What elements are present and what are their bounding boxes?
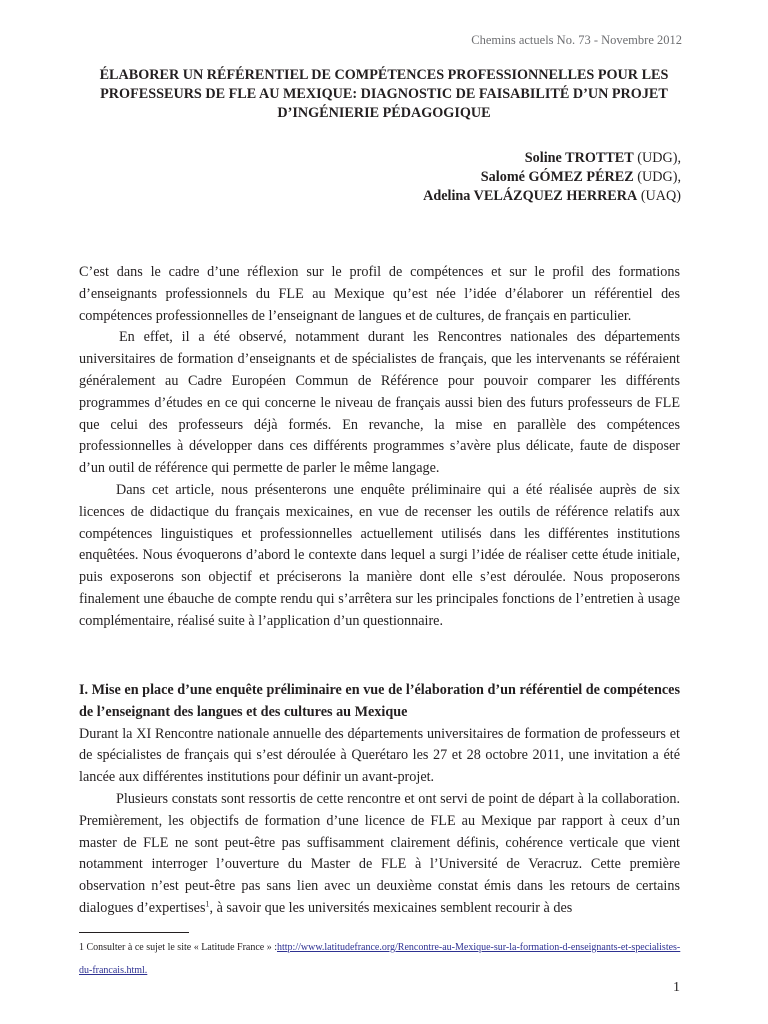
author-affiliation: (UDG), xyxy=(633,169,681,185)
author-name: Adelina VELÁZQUEZ HERRERA xyxy=(423,188,638,204)
section-paragraph: Durant la XI Rencontre nationale annuelle des départements universitaires de formation de professeurs et de spécialistes de français qui s’est déroulée à Querétaro les 27 et 28 octobre 2011, une invitation a été lancée aux différentes institutions pour définir un avant-projet. xyxy=(79,725,680,786)
page-number: 1 xyxy=(673,980,680,995)
footnote-marker[interactable]: 1 xyxy=(205,899,210,909)
intro-paragraph: C’est dans le cadre d’une réflexion sur le profil de compétences et sur le profil des formations d’enseignants professionnels du FLE au Mexique qu’est née l’idée d’élaborer un référentiel des compétences professionnelles de l’enseignant de langues et de cultures, de français en particulier. xyxy=(79,264,680,324)
introduction xyxy=(79,262,680,633)
paragraph-text: Plusieurs constats sont ressortis de cette rencontre et ont servi de point de départ à la collaboration. Premièrement, les objectifs de formation d’une licence de FLE au Mexique par rapport à ceux d’un master de FLE ne sont peut-être pas suffisamment clairement définis, cohérence verticale que vient notamment interroger l’ouverture du Master de FLE à l’Université de Veracruz. Cette première observation n’est peut-être pas sans lien avec un deuxième constat émis dans les retours de certains dialogues d’expertises xyxy=(79,790,680,916)
section-paragraph xyxy=(79,789,680,920)
paragraph-text: , à savoir que les universités mexicaines semblent recourir à des xyxy=(209,899,573,916)
running-head: Chemins actuels No. 73 - Novembre 2012 xyxy=(471,33,682,47)
author-line xyxy=(423,187,681,206)
intro-paragraph: Dans cet article, nous présenterons une enquête préliminaire qui a été réalisée auprès de six licences de didactique du français mexicaines, en vue de recenser les outils de référence relatifs aux compétences linguistiques et professionnelles actuellement utilisés dans les différentes institutions enquêtées. Nous évoquerons d’abord le contexte dans lequel a surgi l’idée de réaliser cette étude initiale, puis exposerons son objectif et préciserons la manière dont elle s’est déroulée. Nous proposerons finalement une ébauche de compte rendu qui s’arrêtera sur les principales fonctions de l’entretien à usage complémentaire, réalisé suite à l’application d’un questionnaire. xyxy=(79,481,680,629)
section-heading: I. Mise en place d’une enquête préliminaire en vue de l’élaboration d’un référentiel de compétences de l’enseignant des langues et des cultures au Mexique xyxy=(79,682,680,720)
author-line xyxy=(423,168,681,187)
section-1 xyxy=(79,680,680,920)
footnote-number: 1 xyxy=(79,942,84,953)
footnote-text: Consulter à ce sujet le site « Latitude France » : xyxy=(84,942,277,953)
author-line xyxy=(423,149,681,168)
intro-paragraph: En effet, il a été observé, notamment durant les Rencontres nationales des départements universitaires de formation d’enseignants et de spécialistes de français, que les intervenants se référaient généralement au Cadre Européen Commun de Référence pour pouvoir comparer les différents programmes d’études en ce qui concerne le niveau de français aussi bien des futurs professeurs de FLE que celui des professeurs déjà formés. En revanche, la mise en parallèle des compétences professionnelles à développer dans ces différents programmes s’avère plus délicate, faute de disposer d’un outil de référence qui permette de parler le même langage. xyxy=(79,329,680,477)
footnote-divider xyxy=(79,932,189,933)
author-affiliation: (UDG), xyxy=(633,150,681,166)
footnote-link[interactable]: http://www.latitudefrance.org/Rencontre-au-Mexique-sur-la-formation-d-enseignants-et-specialistes-du-francais.html. xyxy=(79,942,681,976)
footnote xyxy=(79,936,684,982)
author-affiliation: (UAQ) xyxy=(637,188,681,204)
author-name: Soline TROTTET xyxy=(524,150,634,166)
author-list xyxy=(423,149,681,206)
author-name: Salomé GÓMEZ PÉREZ xyxy=(480,169,634,185)
article-title: ÉLABORER UN RÉFÉRENTIEL DE COMPÉTENCES PROFESSIONNELLES POUR LES PROFESSEURS DE FLE AU MEXIQUE: DIAGNOSTIC DE FAISABILITÉ D’UN PROJET D’INGÉNIERIE PÉDAGOGIQUE xyxy=(99,67,669,121)
